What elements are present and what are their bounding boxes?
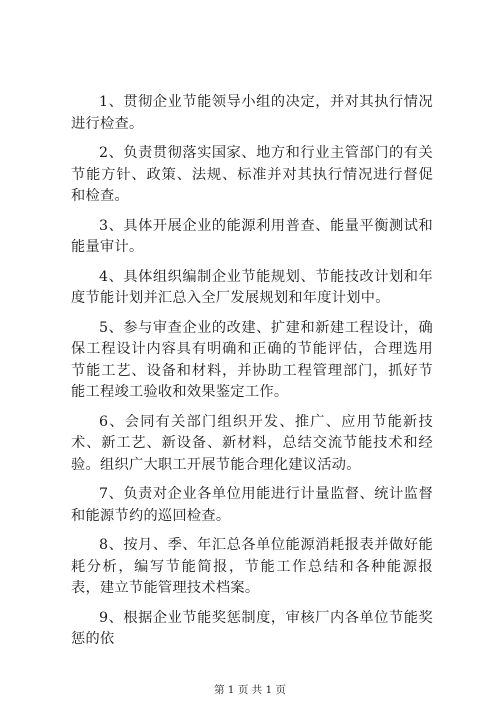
paragraph-9: 9、根据企业节能奖惩制度，审核厂内各单位节能奖惩的依 <box>71 609 433 647</box>
paragraph-7: 7、负责对企业各单位用能进行计量监督、统计监督和能源节约的巡回检查。 <box>71 486 433 524</box>
paragraph-6: 6、会同有关部门组织开发、推广、应用节能新技术、新工艺、新设备、新材料，总结交流节能技术和经验。组织广大职工开展节能合理化建议活动。 <box>71 413 433 473</box>
paragraph-3: 3、具体开展企业的能源利用普查、能量平衡测试和能量审计。 <box>71 217 433 255</box>
paragraph-2: 2、负责贯彻落实国家、地方和行业主管部门的有关节能方针、政策、法规、标准并对其执行情况进行督促和检查。 <box>71 145 433 204</box>
paragraph-1: 1、贯彻企业节能领导小组的决定，并对其执行情况进行检查。 <box>71 94 433 132</box>
paragraph-5: 5、参与审查企业的改建、扩建和新建工程设计，确保工程设计内容具有明确和正确的节能评估，合理选用节能工艺、设备和材料，并协助工程管理部门，抓好节能工程竣工验收和效果鉴定工作。 <box>71 319 433 400</box>
paragraph-4: 4、具体组织编制企业节能规划、节能技改计划和年度节能计划并汇总入全厂发展规划和年度计划中。 <box>71 268 433 306</box>
page-footer: 第 1 页 共 1 页 <box>213 684 287 696</box>
paragraph-8: 8、按月、季、年汇总各单位能源消耗报表并做好能耗分析，编写节能简报，节能工作总结和各种能源报表，建立节能管理技术档案。 <box>71 537 433 596</box>
document-body <box>71 92 433 659</box>
